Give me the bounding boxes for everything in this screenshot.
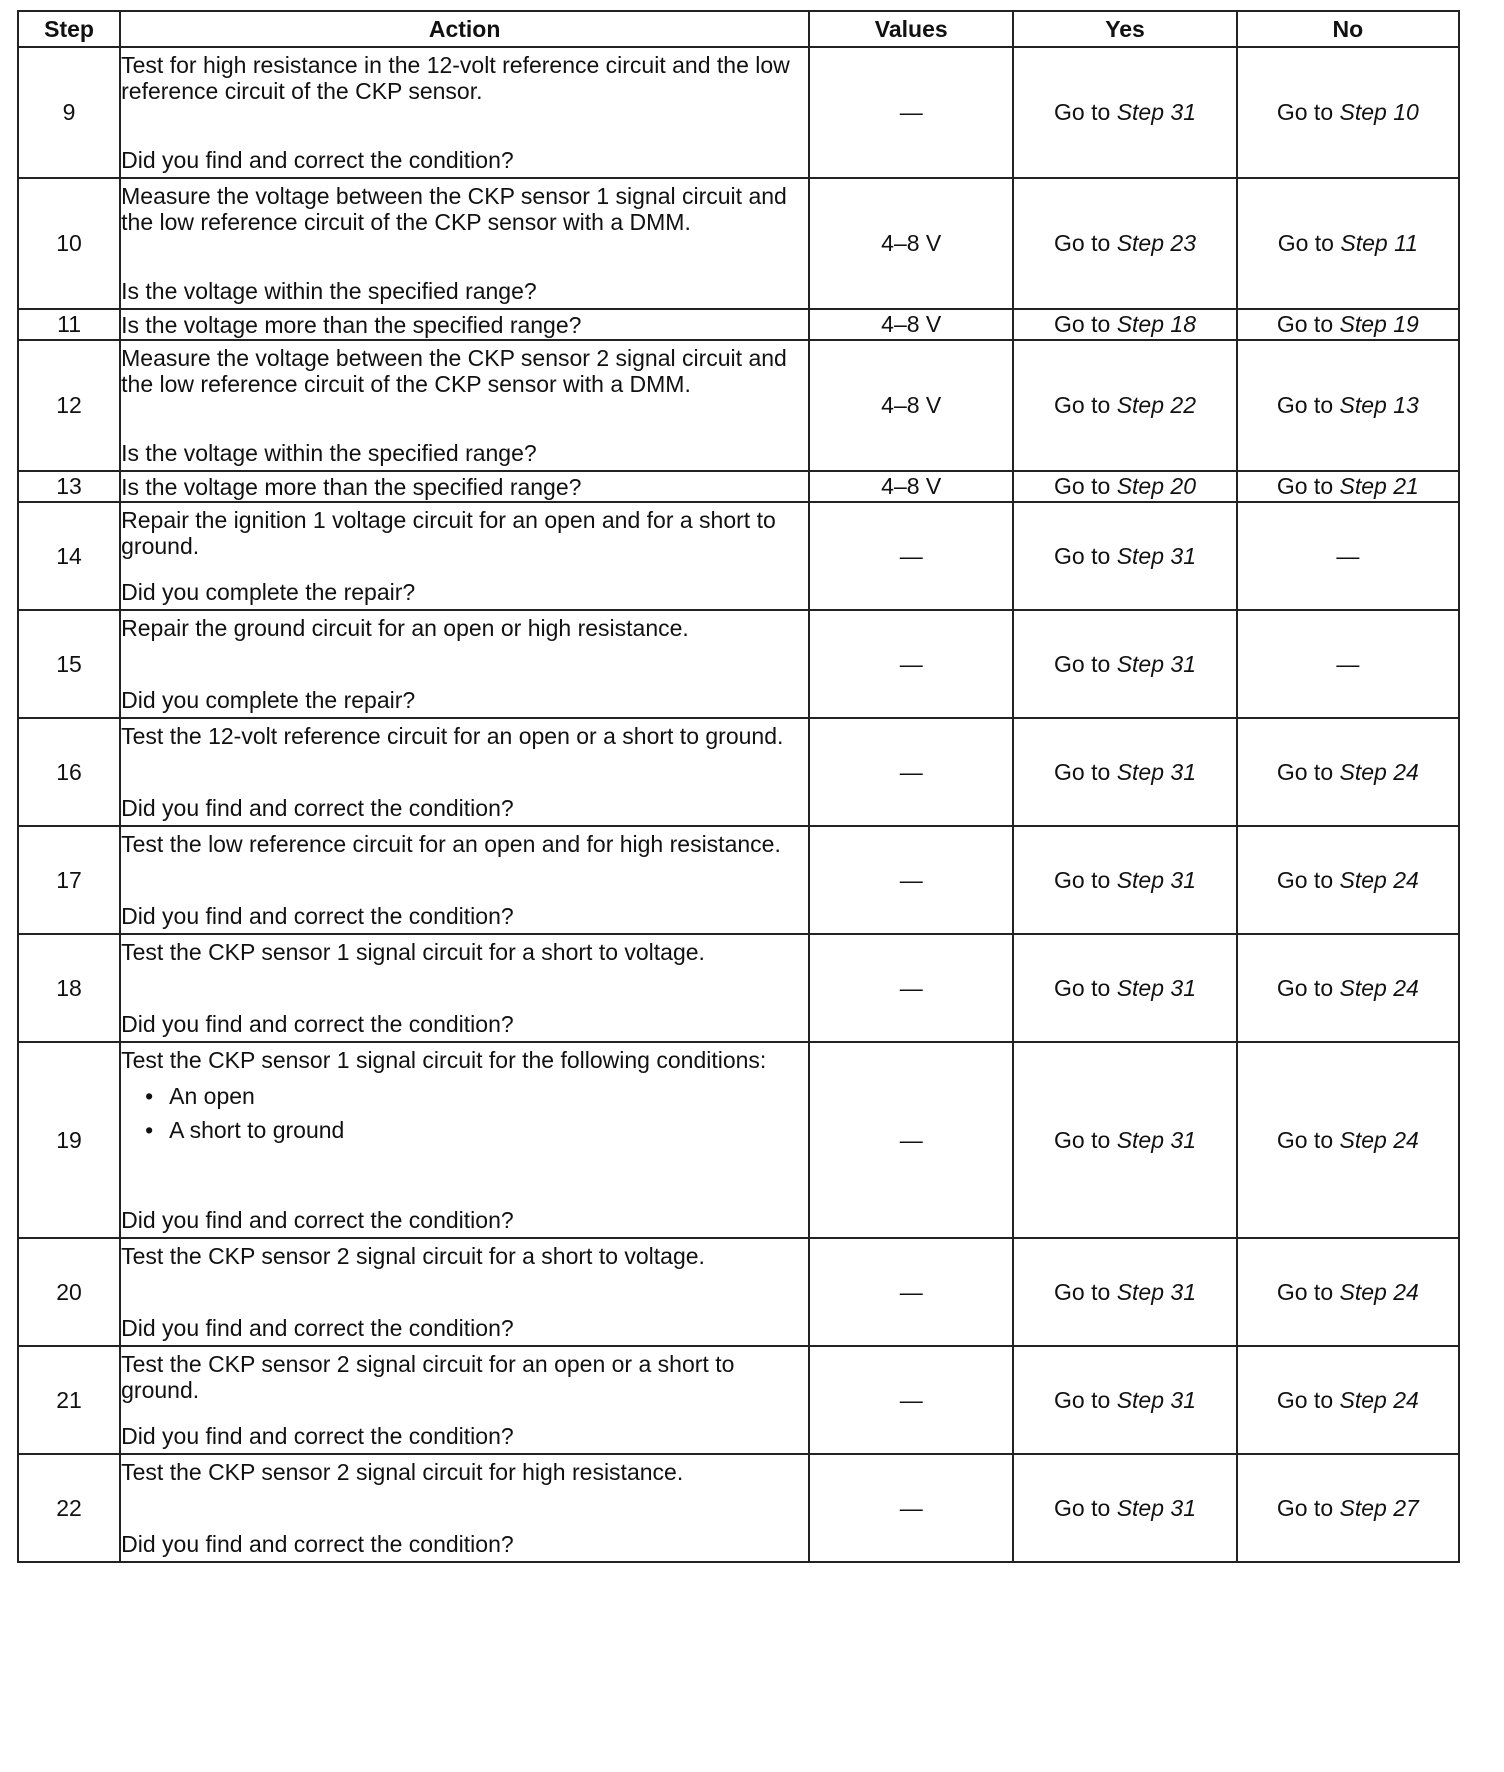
go-no-text	[1277, 392, 1419, 418]
action-content	[121, 723, 808, 821]
go-no-step: Step 24	[1339, 758, 1419, 785]
go-yes-step: Step 31	[1116, 542, 1196, 569]
step-number: 14	[18, 502, 120, 610]
step-number: 17	[18, 826, 120, 934]
step-number: 13	[18, 471, 120, 502]
action-cell	[120, 502, 809, 610]
action-instructions	[121, 723, 808, 749]
go-no-text	[1277, 1495, 1419, 1521]
table-row	[18, 178, 1459, 309]
go-no-cell	[1237, 309, 1459, 340]
action-question: Did you complete the repair?	[121, 579, 416, 605]
action-text: Test the CKP sensor 1 signal circuit for a short to voltage.	[121, 939, 705, 965]
go-yes-step: Step 31	[1116, 1126, 1196, 1153]
go-yes-text	[1054, 473, 1196, 499]
action-text: Test the 12-volt reference circuit for an open or a short to ground.	[121, 723, 784, 749]
go-yes-text	[1054, 759, 1196, 785]
go-prefix: Go to	[1276, 1278, 1334, 1305]
step-number: 12	[18, 340, 120, 471]
go-yes-text	[1054, 1387, 1196, 1413]
go-yes-cell	[1013, 471, 1236, 502]
table-row	[18, 47, 1459, 178]
go-prefix: Go to	[1276, 473, 1334, 499]
header-row	[18, 11, 1459, 47]
values-cell: —	[809, 1238, 1013, 1346]
action-instructions	[121, 615, 808, 641]
go-no-text	[1277, 1279, 1419, 1305]
action-text: Test the CKP sensor 2 signal circuit for high resistance.	[121, 1459, 684, 1485]
action-cell	[120, 718, 809, 826]
action-cell	[120, 610, 809, 718]
go-yes-step: Step 31	[1116, 974, 1196, 1001]
action-instructions	[121, 1243, 808, 1269]
values-cell: —	[809, 718, 1013, 826]
go-no-cell	[1237, 1042, 1459, 1238]
action-cell	[120, 47, 809, 178]
action-instructions	[121, 52, 808, 104]
diagnostic-table	[17, 10, 1460, 1563]
values-cell: —	[809, 502, 1013, 610]
go-no-cell	[1237, 826, 1459, 934]
go-no-text	[1277, 311, 1419, 337]
go-yes-step: Step 31	[1116, 1386, 1196, 1413]
action-instructions	[121, 939, 808, 965]
go-no-text	[1277, 759, 1419, 785]
go-prefix: Go to	[1276, 311, 1334, 337]
go-yes-step: Step 22	[1116, 392, 1196, 418]
go-prefix: Go to	[1054, 1494, 1111, 1521]
step-number: 20	[18, 1238, 120, 1346]
go-no-cell	[1237, 340, 1459, 471]
action-question: Did you find and correct the condition?	[121, 1531, 514, 1557]
action-content	[121, 1243, 808, 1341]
go-yes-step: Step 18	[1116, 311, 1196, 337]
step-number: 22	[18, 1454, 120, 1562]
values-cell: —	[809, 826, 1013, 934]
table-row	[18, 1238, 1459, 1346]
go-yes-cell	[1013, 610, 1236, 718]
go-prefix: Go to	[1276, 866, 1334, 893]
go-no-cell	[1237, 934, 1459, 1042]
action-instructions	[121, 507, 808, 559]
action-text: Test for high resistance in the 12-volt reference circuit and the low reference circuit of the CKP sensor.	[121, 52, 790, 104]
action-text: Is the voltage more than the specified range?	[121, 473, 582, 500]
header-step: Step	[18, 11, 120, 47]
action-cell	[120, 1238, 809, 1346]
values-cell: —	[809, 1454, 1013, 1562]
table-row	[18, 718, 1459, 826]
action-text: Repair the ignition 1 voltage circuit for an open and for a short to ground.	[121, 507, 776, 559]
go-yes-cell	[1013, 1238, 1236, 1346]
go-prefix: Go to	[1054, 1278, 1111, 1305]
header-action: Action	[120, 11, 809, 47]
action-instructions	[121, 183, 808, 235]
diagnostic-table-page	[17, 10, 1460, 1563]
condition-item: • An open	[145, 1079, 808, 1113]
action-cell	[120, 1042, 809, 1238]
go-prefix: Go to	[1276, 99, 1334, 125]
values-cell: 4–8 V	[809, 178, 1013, 309]
action-content	[121, 52, 808, 173]
go-prefix: Go to	[1054, 311, 1111, 337]
go-prefix: Go to	[1054, 392, 1111, 418]
action-instructions	[121, 345, 808, 397]
go-prefix: Go to	[1054, 974, 1111, 1001]
go-yes-text	[1054, 975, 1196, 1001]
table-row	[18, 826, 1459, 934]
go-yes-text	[1054, 1127, 1196, 1153]
go-yes-step: Step 31	[1116, 1278, 1196, 1305]
go-no-step: Step 27	[1339, 1494, 1419, 1521]
go-yes-cell	[1013, 1042, 1236, 1238]
go-prefix: Go to	[1276, 758, 1334, 785]
action-text: Test the CKP sensor 2 signal circuit for an open or a short to ground.	[121, 1351, 735, 1403]
go-yes-step: Step 31	[1116, 866, 1196, 893]
action-question: Did you find and correct the condition?	[121, 903, 514, 929]
no-cell-dash: —	[1237, 610, 1459, 718]
action-question: Is the voltage within the specified range?	[121, 278, 537, 304]
go-no-cell	[1237, 1454, 1459, 1562]
values-cell: —	[809, 47, 1013, 178]
action-question: Did you find and correct the condition?	[121, 1315, 514, 1341]
go-yes-text	[1054, 230, 1196, 256]
action-content	[121, 183, 808, 304]
go-prefix: Go to	[1054, 230, 1111, 256]
go-no-step: Step 10	[1339, 99, 1419, 125]
action-question: Did you find and correct the condition?	[121, 1207, 514, 1233]
go-prefix: Go to	[1054, 99, 1111, 125]
go-prefix: Go to	[1054, 758, 1111, 785]
action-content	[121, 1459, 808, 1557]
go-prefix: Go to	[1054, 650, 1111, 677]
table-body	[18, 47, 1459, 1562]
go-prefix: Go to	[1054, 1386, 1111, 1413]
action-instructions	[121, 1351, 808, 1403]
table-row	[18, 309, 1459, 340]
go-yes-step: Step 31	[1116, 99, 1196, 125]
no-cell-dash: —	[1237, 502, 1459, 610]
go-yes-text	[1054, 392, 1196, 418]
step-number: 19	[18, 1042, 120, 1238]
step-number: 10	[18, 178, 120, 309]
go-no-cell	[1237, 718, 1459, 826]
go-no-text	[1277, 1127, 1419, 1153]
action-text: Test the CKP sensor 2 signal circuit for a short to voltage.	[121, 1243, 705, 1269]
go-no-step: Step 24	[1339, 1126, 1419, 1153]
action-cell	[120, 1454, 809, 1562]
condition-item: • A short to ground	[145, 1113, 808, 1147]
go-yes-text	[1054, 99, 1196, 125]
header-no: No	[1237, 11, 1459, 47]
go-prefix: Go to	[1276, 974, 1334, 1001]
action-text: Test the low reference circuit for an open and for high resistance.	[121, 831, 781, 857]
go-yes-text	[1054, 651, 1196, 677]
action-text: Measure the voltage between the CKP sensor 2 signal circuit and the low reference circuit of the CKP sensor with a DMM.	[121, 345, 787, 397]
table-row	[18, 502, 1459, 610]
step-number: 9	[18, 47, 120, 178]
go-no-text	[1277, 99, 1419, 125]
go-yes-step: Step 31	[1116, 650, 1196, 677]
values-cell: —	[809, 610, 1013, 718]
go-yes-step: Step 23	[1116, 230, 1196, 256]
action-content	[121, 345, 808, 466]
table-row	[18, 1346, 1459, 1454]
go-no-step: Step 13	[1339, 392, 1419, 418]
action-text: Measure the voltage between the CKP sensor 1 signal circuit and the low reference circuit of the CKP sensor with a DMM.	[121, 183, 787, 235]
step-number: 16	[18, 718, 120, 826]
action-cell	[120, 340, 809, 471]
action-content	[121, 507, 808, 605]
table-row	[18, 610, 1459, 718]
table-row	[18, 340, 1459, 471]
table-row	[18, 934, 1459, 1042]
step-number: 15	[18, 610, 120, 718]
go-no-step: Step 11	[1340, 230, 1418, 256]
go-yes-cell	[1013, 1454, 1236, 1562]
action-content	[121, 1047, 808, 1233]
action-cell	[120, 934, 809, 1042]
action-content	[121, 615, 808, 713]
values-cell: 4–8 V	[809, 340, 1013, 471]
values-cell: 4–8 V	[809, 309, 1013, 340]
go-no-step: Step 21	[1339, 473, 1419, 499]
go-yes-cell	[1013, 340, 1236, 471]
action-instructions	[121, 1047, 808, 1147]
action-cell	[120, 826, 809, 934]
go-yes-cell	[1013, 502, 1236, 610]
condition-list	[121, 1079, 808, 1147]
go-prefix: Go to	[1054, 866, 1111, 893]
go-no-text	[1278, 230, 1418, 256]
go-no-text	[1277, 473, 1419, 499]
action-question: Did you find and correct the condition?	[121, 795, 514, 821]
table-row	[18, 1454, 1459, 1562]
action-content	[121, 939, 808, 1037]
step-number: 21	[18, 1346, 120, 1454]
action-content	[121, 1351, 808, 1449]
go-no-step: Step 24	[1339, 974, 1419, 1001]
go-yes-step: Step 20	[1116, 473, 1196, 499]
action-question: Did you complete the repair?	[121, 687, 416, 713]
action-question: Did you find and correct the condition?	[121, 1423, 514, 1449]
go-yes-cell	[1013, 1346, 1236, 1454]
go-prefix: Go to	[1276, 1494, 1334, 1521]
go-yes-cell	[1013, 826, 1236, 934]
action-cell	[120, 178, 809, 309]
go-prefix: Go to	[1054, 1126, 1111, 1153]
action-cell	[120, 471, 809, 502]
values-cell: —	[809, 1346, 1013, 1454]
go-no-step: Step 19	[1339, 311, 1419, 337]
go-yes-cell	[1013, 309, 1236, 340]
values-cell: —	[809, 1042, 1013, 1238]
go-yes-cell	[1013, 178, 1236, 309]
go-yes-text	[1054, 867, 1196, 893]
go-no-text	[1277, 975, 1419, 1001]
go-yes-text	[1054, 311, 1196, 337]
table-row	[18, 1042, 1459, 1238]
action-content	[121, 831, 808, 929]
go-no-step: Step 24	[1339, 1386, 1419, 1413]
step-number: 11	[18, 309, 120, 340]
action-cell	[120, 309, 809, 340]
header-values: Values	[809, 11, 1013, 47]
action-instructions	[121, 831, 808, 857]
go-prefix: Go to	[1277, 230, 1334, 256]
go-no-cell	[1237, 471, 1459, 502]
go-yes-cell	[1013, 47, 1236, 178]
go-yes-cell	[1013, 718, 1236, 826]
go-prefix: Go to	[1054, 542, 1111, 569]
step-number: 18	[18, 934, 120, 1042]
go-prefix: Go to	[1276, 392, 1334, 418]
go-prefix: Go to	[1276, 1386, 1334, 1413]
go-yes-cell	[1013, 934, 1236, 1042]
go-prefix: Go to	[1276, 1126, 1334, 1153]
go-no-text	[1277, 1387, 1419, 1413]
action-text: Repair the ground circuit for an open or high resistance.	[121, 615, 689, 641]
go-no-step: Step 24	[1339, 866, 1419, 893]
action-question: Is the voltage within the specified range?	[121, 440, 537, 466]
action-instructions	[121, 1459, 808, 1485]
action-text: Is the voltage more than the specified range?	[121, 311, 582, 338]
values-cell: 4–8 V	[809, 471, 1013, 502]
go-yes-step: Step 31	[1116, 1494, 1196, 1521]
go-yes-text	[1054, 1279, 1196, 1305]
go-yes-text	[1054, 1495, 1196, 1521]
values-cell: —	[809, 934, 1013, 1042]
go-yes-step: Step 31	[1116, 758, 1196, 785]
action-question: Did you find and correct the condition?	[121, 1011, 514, 1037]
action-question: Did you find and correct the condition?	[121, 147, 514, 173]
header-yes: Yes	[1013, 11, 1236, 47]
go-prefix: Go to	[1054, 473, 1111, 499]
table-row	[18, 471, 1459, 502]
go-no-step: Step 24	[1339, 1278, 1419, 1305]
go-no-cell	[1237, 47, 1459, 178]
go-no-cell	[1237, 178, 1459, 309]
action-cell	[120, 1346, 809, 1454]
action-text: Test the CKP sensor 1 signal circuit for the following conditions:	[121, 1047, 767, 1073]
go-no-cell	[1237, 1346, 1459, 1454]
go-yes-text	[1054, 543, 1196, 569]
go-no-cell	[1237, 1238, 1459, 1346]
go-no-text	[1277, 867, 1419, 893]
